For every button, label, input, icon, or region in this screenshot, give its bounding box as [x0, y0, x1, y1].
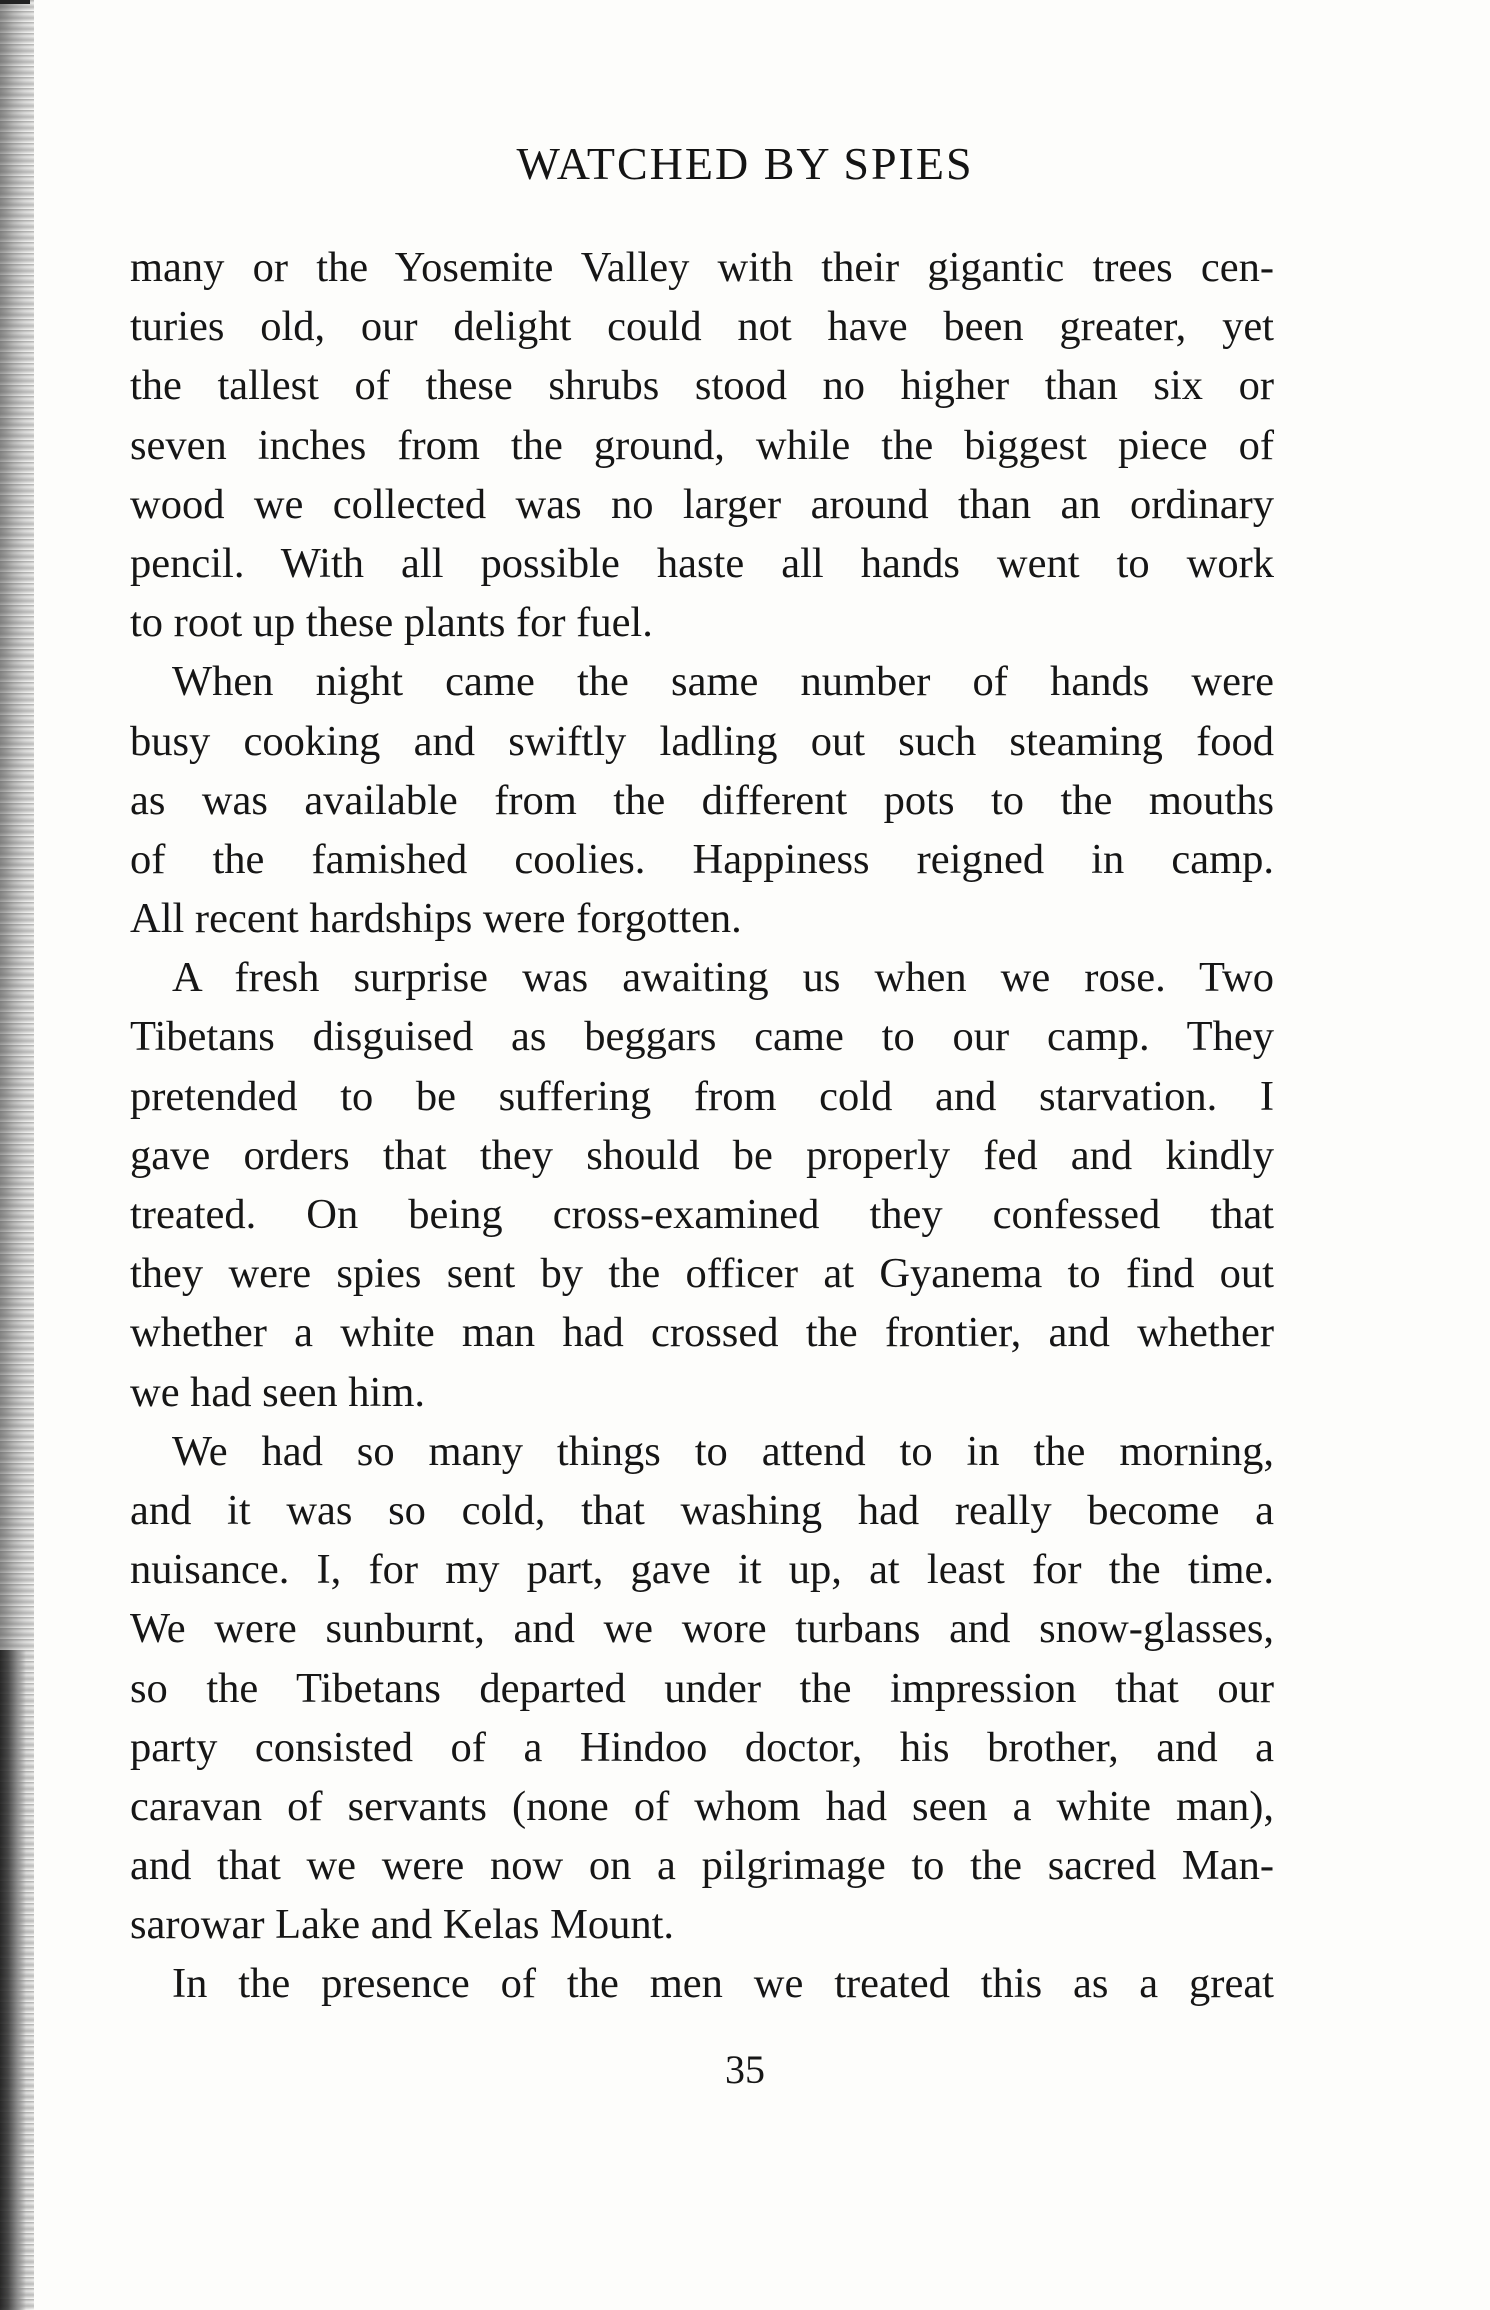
text-line: turies old, our delight could not have been greater, yet [130, 303, 1274, 351]
text-line: they were spies sent by the officer at Gyanema to find out [130, 1250, 1274, 1298]
text-line: wood we collected was no larger around than an ordinary [130, 480, 1274, 528]
text-line: Tibetans disguised as beggars came to our camp. They [130, 1013, 1274, 1061]
paragraph-4 [130, 1422, 1274, 1955]
text-line: and it was so cold, that washing had really become a [130, 1486, 1274, 1534]
paragraph-2 [130, 652, 1274, 948]
paragraph-1 [130, 238, 1274, 652]
body-text [130, 238, 1274, 2014]
text-line: pencil. With all possible haste all hands went to work [130, 539, 1274, 587]
text-line: In the presence of the men we treated this as a great [172, 1960, 1274, 2008]
text-line: seven inches from the ground, while the biggest piece of [130, 421, 1274, 469]
binding-edge-dark-shadow [0, 1650, 26, 2310]
text-line: and that we were now on a pilgrimage to the sacred Man- [130, 1842, 1274, 1890]
text-line: as was available from the different pots to the mouths [130, 776, 1274, 824]
text-line: nuisance. I, for my part, gave it up, at least for the time. [130, 1546, 1274, 1594]
running-head: WATCHED BY SPIES [516, 138, 974, 189]
text-line: When night came the same number of hands were [172, 658, 1274, 706]
text-line: A fresh surprise was awaiting us when we rose. Two [172, 954, 1274, 1002]
text-line: of the famished coolies. Happiness reigned in camp. [130, 835, 1274, 883]
text-line: pretended to be suffering from cold and starvation. I [130, 1072, 1274, 1120]
page-number: 35 [725, 2047, 765, 2092]
text-line: caravan of servants (none of whom had seen a white man), [130, 1782, 1274, 1830]
paragraph-5 [130, 1954, 1274, 2013]
text-line: busy cooking and swiftly ladling out such steaming food [130, 717, 1274, 765]
text-line: many or the Yosemite Valley with their gigantic trees cen- [130, 244, 1274, 291]
text-line: party consisted of a Hindoo doctor, his brother, and a [130, 1723, 1274, 1771]
text-line: treated. On being cross-examined they confessed that [130, 1191, 1274, 1238]
text-line: sarowar Lake and Kelas Mount. [130, 1901, 675, 1949]
text-line: gave orders that they should be properly fed and kindly [130, 1131, 1274, 1179]
paragraph-3 [130, 948, 1274, 1422]
text-line: the tallest of these shrubs stood no higher than six or [130, 362, 1274, 410]
corner-scan-mark [0, 0, 30, 4]
text-line: All recent hardships were forgotten. [130, 895, 742, 943]
text-line: so the Tibetans departed under the impression that our [130, 1664, 1274, 1712]
text-line: We were sunburnt, and we wore turbans and snow-glasses, [130, 1605, 1274, 1653]
text-line: We had so many things to attend to in the morning, [172, 1427, 1274, 1475]
text-line: we had seen him. [130, 1368, 426, 1416]
text-line: to root up these plants for fuel. [130, 599, 653, 647]
text-line: whether a white man had crossed the frontier, and whether [130, 1309, 1274, 1357]
